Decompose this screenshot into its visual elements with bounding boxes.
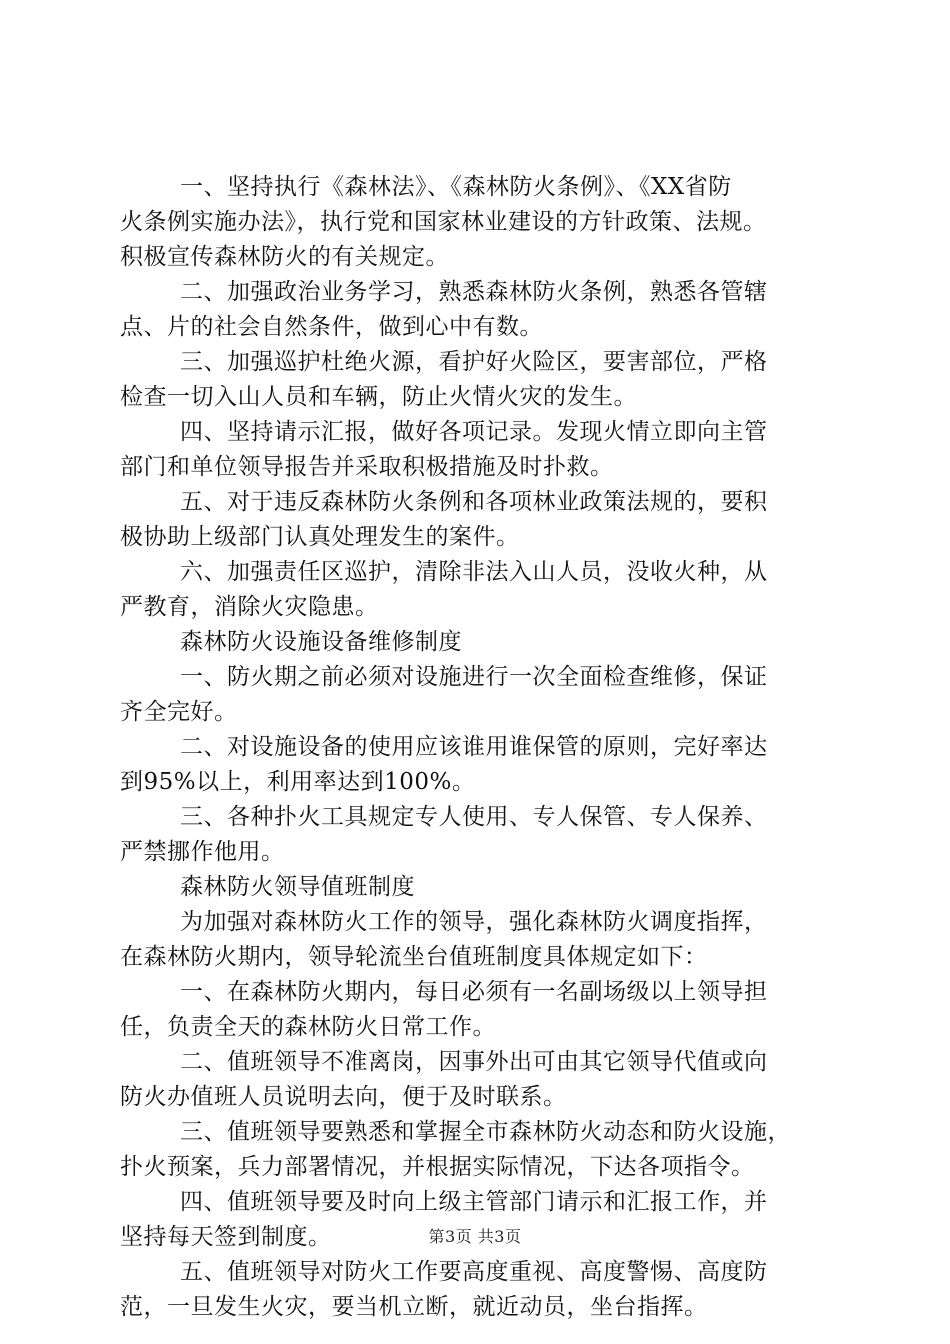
- text-line: 三、各种扑火工具规定专人使用、专人保管、专人保养、: [180, 804, 768, 830]
- text-line: 一、坚持执行《森林法》、《森林防火条例》、《XX省防: [180, 174, 732, 200]
- text-line: 森林防火领导值班制度: [180, 874, 415, 900]
- text-line: 五、对于违反森林防火条例和各项林业政策法规的，要积: [180, 489, 768, 515]
- text-line: 坚持每天签到制度。: [120, 1224, 332, 1250]
- text-line: 任，负责全天的森林防火日常工作。: [120, 1014, 496, 1040]
- text-line: 一、防火期之前必须对设施进行一次全面检查维修，保证: [180, 664, 768, 690]
- text-line: 一、在森林防火期内，每日必须有一名副场级以上领导担: [180, 979, 768, 1005]
- text-line: 扑火预案，兵力部署情况，并根据实际情况，下达各项指令。: [120, 1154, 755, 1180]
- text-line: 火条例实施办法》，执行党和国家林业建设的方针政策、法规。: [120, 209, 767, 235]
- text-line: 四、值班领导要及时向上级主管部门请示和汇报工作，并: [180, 1189, 768, 1215]
- text-line: 严教育，消除火灾隐患。: [120, 594, 379, 620]
- text-line: 范，一旦发生火灾，要当机立断，就近动员，坐台指挥。: [120, 1294, 708, 1320]
- text-line: 到95%以上，利用率达到100%。: [120, 769, 476, 795]
- page-footer: 第3页 共3页: [428, 1227, 522, 1246]
- text-line: 在森林防火期内，领导轮流坐台值班制度具体规定如下：: [120, 944, 708, 970]
- text-line: 二、对设施设备的使用应该谁用谁保管的原则，完好率达: [180, 734, 768, 760]
- text-line: 为加强对森林防火工作的领导，强化森林防火调度指挥，: [180, 909, 768, 935]
- text-line: 检查一切入山人员和车辆，防止火情火灾的发生。: [120, 384, 637, 410]
- text-line: 三、加强巡护杜绝火源，看护好火险区，要害部位，严格: [180, 349, 768, 375]
- text-line: 积极宣传森林防火的有关规定。: [120, 244, 449, 270]
- text-line: 齐全完好。: [120, 699, 238, 725]
- text-line: 四、坚持请示汇报，做好各项记录。发现火情立即向主管: [180, 419, 768, 445]
- text-line: 防火办值班人员说明去向，便于及时联系。: [120, 1084, 567, 1110]
- text-line: 部门和单位领导报告并采取积极措施及时扑救。: [120, 454, 614, 480]
- text-line: 二、值班领导不准离岗，因事外出可由其它领导代值或向: [180, 1049, 768, 1075]
- text-line: 严禁挪作他用。: [120, 839, 285, 865]
- text-line: 三、值班领导要熟悉和掌握全市森林防火动态和防火设施，: [180, 1119, 791, 1145]
- text-line: 五、值班领导对防火工作要高度重视、高度警惕、高度防: [180, 1259, 768, 1285]
- text-line: 二、加强政治业务学习，熟悉森林防火条例，熟悉各管辖: [180, 279, 768, 305]
- text-line: 森林防火设施设备维修制度: [180, 629, 462, 655]
- text-line: 极协助上级部门认真处理发生的案件。: [120, 524, 520, 550]
- text-line: 点、片的社会自然条件，做到心中有数。: [120, 314, 543, 340]
- document-body: [120, 170, 840, 1325]
- text-line: 六、加强责任区巡护，清除非法入山人员，没收火种，从: [180, 559, 768, 585]
